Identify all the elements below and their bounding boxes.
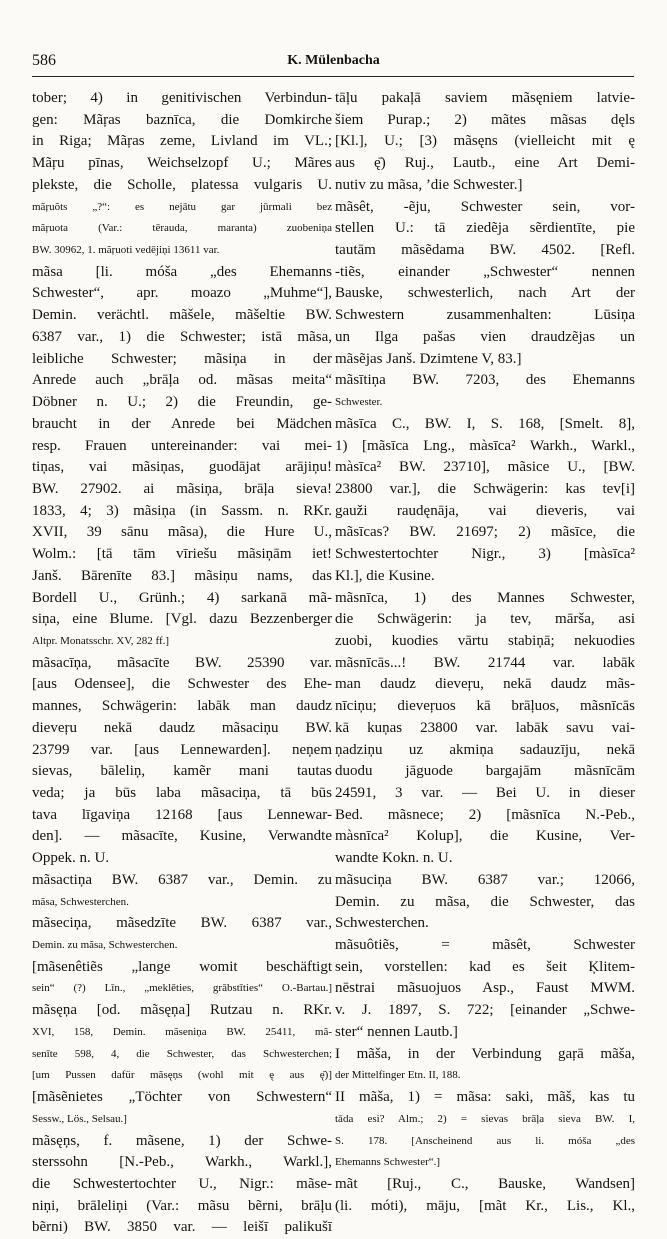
dictionary-line: mãsacīņa, mãsacīte BW. 25390 var. — [32, 654, 332, 671]
dictionary-line: die Schwägerin: ja tev, mārša, asi — [335, 611, 635, 628]
dictionary-line: (li. móti), māju, [mãt Kr., Lis., Kl., — [335, 1197, 635, 1214]
dictionary-line: sterssohn [N.-Peb., Warkh., Warkl.], — [32, 1154, 332, 1171]
dictionary-line: Schwester“, apr. moazo „Muhme“], — [32, 285, 332, 302]
dictionary-line: Bed. mãsnece; 2) [mãsnīca N.-Peb., — [335, 806, 635, 823]
dictionary-line: braucht in der Anrede bei Mädchen — [32, 415, 332, 432]
dictionary-line: veda; ja būs laba mãsaciņa, tā būs — [32, 785, 332, 801]
dictionary-line: un Ilga pašas vien draudzẽjas un — [335, 328, 635, 345]
dictionary-line: mãsuôtiẽs, = mãsêt, Schwester — [335, 937, 635, 954]
dictionary-line: Schwesterchen. — [335, 915, 429, 932]
page-number: 586 — [32, 52, 56, 69]
dictionary-line: XVII, 39 sānu mãsa), die Hure U., — [32, 524, 332, 541]
dictionary-line: [um Pussen dafür mãsęņs (wohl mit ę aus ę̄)] — [32, 1069, 332, 1082]
dictionary-line: v. J. 1897, S. 722; [einander „Schwe- — [335, 1002, 635, 1019]
dictionary-line: šiem Purap.; 2) mãtes mãsas dęls — [335, 111, 635, 128]
dictionary-line: nutiv zu mãsa, ’die Schwester.] — [335, 176, 523, 193]
dictionary-line: I mãša, in der Verbindung gaŗā mãša, — [335, 1045, 635, 1062]
dictionary-line: gen: Mãŗas baznīca, die Domkirche — [32, 111, 332, 128]
dictionary-line: nīciņu; dieveŗuos kā brāļuos, mãsnīcās — [335, 698, 635, 715]
dictionary-line: [mãsẽnietes „Töchter von Schwestern“ — [32, 1089, 332, 1106]
dictionary-line: [Kl.], U.; [3) mãsęns (vielleicht mit ę — [335, 133, 635, 150]
dictionary-line: tober; 4) in genitivischen Verbindun- — [32, 90, 332, 106]
dictionary-line: 6387 var., 1) die Schwester; istā mãsa, — [32, 328, 332, 345]
dictionary-line: mãsactiņa BW. 6387 var., Demin. zu — [32, 871, 332, 888]
dictionary-line: tautām mãsẽdama BW. 4502. [Refl. — [335, 242, 635, 259]
dictionary-line: bẽrni) BW. 3850 var. — leišī palikušī — [32, 1219, 332, 1236]
dictionary-line: Sessw., Lös., Selsau.] — [32, 1112, 127, 1125]
dictionary-line: mãsêt, -ẽju, Schwester sein, vor- — [335, 198, 635, 215]
dictionary-line: Schwestern zusammenhalten: Lūsiņa — [335, 307, 635, 324]
dictionary-line: 23800 var.], die Schwägerin: kas tev[i] — [335, 480, 635, 497]
dictionary-line: [mãsenêtiẽs „lange womit beschäftigt — [32, 958, 332, 975]
dictionary-line: leibliche Schwester; mãsiņa in der — [32, 350, 332, 367]
dictionary-line: mãsīca C., BW. I, S. 168, [Smelt. 8], — [335, 415, 635, 432]
dictionary-line: mãseciņa, mãsedzīte BW. 6387 var., — [32, 915, 332, 932]
dictionary-line: sein, vorstellen: kad es šeit Ķlitem- — [335, 958, 635, 975]
dictionary-line: nēstrai mãsuojuos Asp., Faust MWM. — [335, 980, 635, 997]
dictionary-line: mãsęņa [od. mãsęņa] Rutzau n. RKr. — [32, 1002, 332, 1019]
dictionary-line: màsīca² BW. 23710], mãsice U., [BW. — [335, 459, 635, 476]
dictionary-line: dieveŗu nekā daudz mãsaciņu BW. — [32, 719, 332, 736]
dictionary-line: tava līgaviņa 12168 [aus Lennewar- — [32, 806, 332, 823]
dictionary-line: tāda esi? Alm.; 2) = sievas brāļa sieva BW. I, — [335, 1112, 635, 1125]
dictionary-line: Wolm.: [tā tām vīriešu mãsiņām iet! — [32, 546, 332, 563]
dictionary-line: Bauske, schwesterlich, nach Art der — [335, 285, 635, 302]
dictionary-line: 1) [mãsīca Lng., màsīca² Warkh., Warkl., — [335, 437, 635, 454]
dictionary-line: sievas, bāleliņ, kamẽr mani tautas — [32, 763, 332, 780]
dictionary-line: 1833, 4; 3) mãsiņa (in Sassm. n. RKr. — [32, 502, 332, 519]
right-column — [335, 88, 635, 1217]
dictionary-line: tiņas, vai mãsiņas, guodājat arājiņu! — [32, 459, 332, 476]
dictionary-line: mãsẽjas Janš. Dzimtene V, 83.] — [335, 350, 522, 367]
dictionary-line: Ehemanns Schwester“.] — [335, 1156, 441, 1169]
dictionary-line: Döbner n. U.; 2) die Freundin, ge- — [32, 394, 332, 411]
dictionary-line: den]. — mãsacīte, Kusine, Verwandte — [32, 828, 332, 845]
dictionary-line: mãsęņs, f. mãsene, 1) der Schwe- — [32, 1132, 332, 1149]
dictionary-line: senīte 598, 4, die Schwester, das Schwesterchen; — [32, 1047, 332, 1060]
dictionary-line: gauži raudęnāja, vai dieveris, vai — [335, 502, 635, 519]
header-rule — [32, 76, 634, 77]
dictionary-line: niņi, brāleliņi (Var.: mãsu bẽrni, brāļu — [32, 1197, 332, 1214]
dictionary-line: BW. 27902. ai mãsiņa, brāļa sieva! — [32, 480, 332, 497]
dictionary-line: mannes, Schwägerin: labāk man daudz — [32, 698, 332, 715]
dictionary-line: Janš. Bārenīte 83.] mãsiņu nams, das — [32, 567, 332, 584]
dictionary-line: [aus Odensee], die Schwester des Ehe- — [32, 676, 332, 693]
dictionary-line: -tiẽs, einander „Schwester“ nennen — [335, 263, 635, 280]
dictionary-line: Demin. zu mãsa, Schwesterchen. — [32, 939, 178, 952]
dictionary-line: der Mittelfinger Etn. II, 188. — [335, 1069, 461, 1082]
dictionary-line: Anrede auch „brāļa od. mãsas meita“ — [32, 372, 332, 389]
dictionary-line: aus ę̄) Ruj., Lautb., eine Art Demi- — [335, 155, 635, 172]
dictionary-line: tāļu pakaļā saviem mãsęniem latvie- — [335, 90, 635, 106]
dictionary-line: mãsa, Schwesterchen. — [32, 895, 129, 908]
dictionary-line: 24591, 3 var. — Bei U. in dieser — [335, 785, 635, 801]
dictionary-line: Mãŗu pīnas, Weichselzopf U.; Mãres — [32, 155, 332, 172]
dictionary-line: stellen U.: tā ziedẽja sẽrdientīte, pie — [335, 220, 635, 237]
dictionary-line: mãsītiņa BW. 7203, des Ehemanns — [335, 372, 635, 389]
dictionary-line: resp. Frauen untereinander: vai mei- — [32, 437, 332, 454]
dictionary-line: kā kuņas 23800 var. labāk savu vai- — [335, 719, 635, 736]
dictionary-line: Schwestertochter Nigr., 3) [màsīca² — [335, 546, 635, 563]
dictionary-line: in Riga; Mãŗas zeme, Livland im VL.; — [32, 133, 332, 150]
dictionary-line: ster“ nennen Lautb.] — [335, 1023, 458, 1040]
dictionary-line: mãt [Ruj., C., Bauske, Wandsen] — [335, 1175, 635, 1192]
dictionary-line: S. 178. [Anscheinend aus li. móša „des — [335, 1134, 635, 1147]
dictionary-line: die Schwestertochter U., Nigr.: mãse- — [32, 1175, 332, 1192]
dictionary-line: Bordell U., Grünh.; 4) sarkanā mã- — [32, 589, 332, 606]
dictionary-line: mãsīcas? BW. 21697; 2) mãsīce, die — [335, 524, 635, 541]
dictionary-line: Demin. zu mãsa, die Schwester, das — [335, 893, 635, 910]
dictionary-line: Kl.], die Kusine. — [335, 567, 435, 584]
dictionary-line: duodu jāguode bargajām mãsnīcām — [335, 763, 635, 780]
dictionary-line: plekste, die Scholle, platessa vulgaris U. — [32, 176, 332, 193]
dictionary-line: XVI, 158, Demin. mãseniņa BW. 25411, mã- — [32, 1025, 332, 1038]
dictionary-line: siņa, eine Blume. [Vgl. dazu Bezzenberger — [32, 611, 332, 628]
dictionary-line: sein“ (?) Līn., „meklēties, grābstīties“ O.-Bartau.] — [32, 982, 332, 995]
dictionary-line: ņadziņu uz akmiņa sadauzīju, nekā — [335, 741, 635, 758]
dictionary-line: màsnīca² Kolup], die Kusine, Ver- — [335, 828, 635, 845]
dictionary-line: mãŗuota (Var.: tērauda, maranta) zuobeniņa — [32, 222, 332, 235]
dictionary-line: Altpr. Monatsschr. XV, 282 ff.] — [32, 634, 170, 647]
dictionary-line: wandte Kokn. n. U. — [335, 850, 453, 867]
dictionary-line: Oppek. n. U. — [32, 850, 110, 867]
dictionary-line: BW. 30962, 1. mãŗuoti vedējiņi 13611 var. — [32, 244, 220, 257]
dictionary-line: Schwester. — [335, 396, 383, 409]
dictionary-line: mãŗuõts „?“: es nejātu gar jūrmali bez — [32, 200, 332, 213]
dictionary-line: mãsnīca, 1) des Mannes Schwester, — [335, 589, 635, 606]
running-head: K. Mülenbacha — [287, 53, 380, 68]
dictionary-line: mãsnīcās...! BW. 21744 var. labāk — [335, 654, 635, 671]
dictionary-line: 23799 var. [aus Lennewarden]. neņem — [32, 741, 332, 758]
dictionary-line: man daudz dieveŗu, nekā daudz mãs- — [335, 676, 635, 693]
left-column — [32, 88, 332, 1239]
dictionary-line: mãsa [li. móša „des Ehemanns — [32, 263, 332, 280]
dictionary-line: mãsuciņa BW. 6387 var.; 12066, — [335, 871, 635, 888]
dictionary-line: Demin. verächtl. mãšele, mãšeltie BW. — [32, 307, 332, 324]
dictionary-line: II mãša, 1) = mãsa: saki, mãš, kas tu — [335, 1089, 635, 1106]
dictionary-line: zuobi, kuodies vārtu stabiņā; nekuodies — [335, 632, 635, 649]
